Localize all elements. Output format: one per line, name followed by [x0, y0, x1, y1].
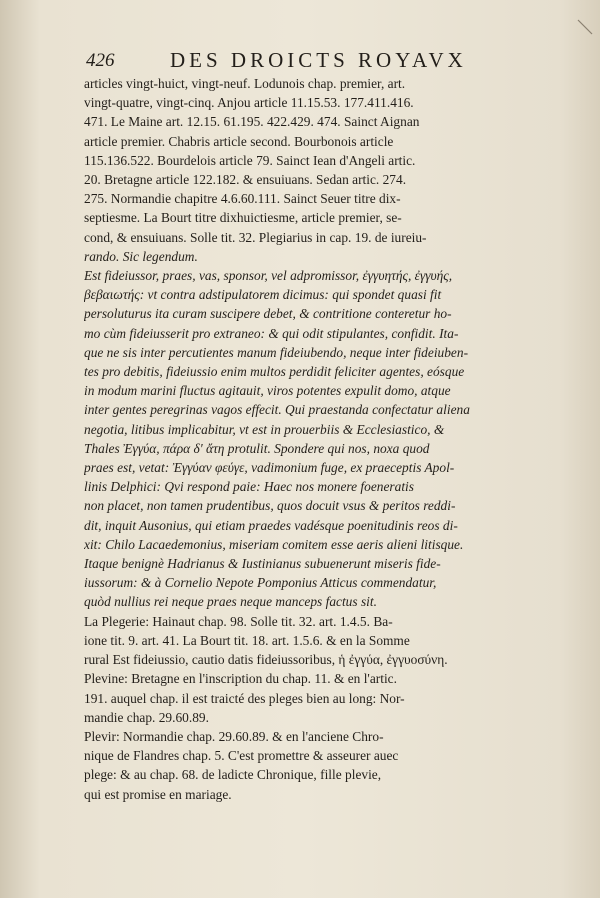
page-number: 426 [86, 50, 115, 71]
text-line: inter gentes peregrinas vagos effecit. Qui praestanda confectatur aliena [84, 402, 470, 418]
text-line: articles vingt-huict, vingt-neuf. Lodunois chap. premier, art. [84, 76, 406, 91]
text-line: que ne sis inter percutientes manum fideiubendo, neque inter fideiuben- [84, 344, 469, 360]
text-line: rando. Sic legendum. [84, 248, 198, 264]
text-line: negotia, litibus implicabitur, vt est in prouerbiis & Ecclesiastico, & [84, 421, 445, 437]
text-line: Thales Ἐγγύα, πάρα δ' ἄτη protulit. Spondere qui nos, noxa quod [84, 440, 430, 456]
body-text [84, 74, 538, 804]
text-line: 275. Normandie chapitre 4.6.60.111. Sainct Seuer titre dix- [84, 191, 401, 207]
text-line: quòd nullius rei neque praes neque manceps factus sit. [84, 594, 377, 610]
text-line: iussorum: & à Cornelio Nepote Pomponius Atticus commendatur, [84, 575, 437, 591]
text-line: tes pro debitis, fideiussio enim multos perdidit feliciter agentes, eósque [84, 364, 465, 380]
text-line: Plevine: Bretagne en l'inscription du chap. 11. & en l'artic. [84, 671, 397, 687]
text-line: persoluturus ita curam suscipere debet, & contritione conteretur ho- [84, 306, 452, 322]
text-line: dit, inquit Ausonius, qui etiam praedes vadésque poenitudinis reos di- [84, 517, 458, 533]
text-line: nique de Flandres chap. 5. C'est promettre & asseurer auec [84, 748, 399, 764]
text-line: cond, & ensuiuans. Solle tit. 32. Plegiarius in cap. 19. de iureiu- [84, 229, 427, 245]
text-line: 115.136.522. Bourdelois article 79. Sainct Iean d'Angeli artic. [84, 152, 416, 168]
text-line: 20. Bretagne article 122.182. & ensuiuans. Sedan artic. 274. [84, 172, 407, 188]
text-line: non placet, non tamen prudentibus, quos docuit vsus & peritos reddi- [84, 498, 456, 514]
text-line: mandie chap. 29.60.89. [84, 709, 209, 725]
text-line: rural Est fideiussio, cautio datis fideiussoribus, ἡ ἐγγύα, ἐγγυοσύνη. [84, 652, 448, 668]
folded-corner-icon [576, 18, 594, 36]
text-line: qui est promise en mariage. [84, 786, 232, 802]
text-line: septiesme. La Bourt titre dixhuictiesme, article premier, se- [84, 210, 402, 226]
text-line: xit: Chilo Lacaedemonius, miseriam comitem esse aeris alieni litisque. [84, 536, 464, 552]
text-line: Plevir: Normandie chap. 29.60.89. & en l'anciene Chro- [84, 728, 384, 744]
text-line: La Plegerie: Hainaut chap. 98. Solle tit. 32. art. 1.4.5. Ba- [84, 613, 393, 629]
text-line: βεβαιωτής: vt contra adstipulatorem dicimus: qui spondet quasi fit [84, 287, 442, 303]
text-line: article premier. Chabris article second. Bourbonois article [84, 133, 394, 149]
text-line: 191. auquel chap. il est traicté des pleges bien au long: Nor- [84, 690, 405, 706]
text-line: Itaque benignè Hadrianus & Iustinianus subuenerunt miseris fide- [84, 556, 441, 572]
running-head: DES DROICTS ROYAVX [170, 48, 467, 72]
text-line: in modum marini fluctus agitauit, viros potentes expulit domo, atque [84, 383, 451, 399]
text-line: Est fideiussor, praes, vas, sponsor, vel adpromissor, ἐγγυητής, ἐγγυής, [84, 268, 453, 284]
text-line: vingt-quatre, vingt-cinq. Anjou article 11.15.53. 177.411.416. [84, 95, 414, 111]
text-line: ione tit. 9. art. 41. La Bourt tit. 18. art. 1.5.6. & en la Somme [84, 632, 410, 648]
text-line: 471. Le Maine art. 12.15. 61.195. 422.429. 474. Sainct Aignan [84, 114, 420, 130]
text-line: praes est, vetat: Ἐγγύαν φεύγε, vadimonium fuge, ex praeceptis Apol- [84, 460, 455, 476]
text-line: linis Delphici: Qvi respond paie: Haec nos monere foeneratis [84, 479, 414, 495]
text-line: plege: & au chap. 68. de ladicte Chronique, fille plevie, [84, 767, 382, 783]
text-line: mo cùm fideiusserit pro extraneo: & qui odit stipulantes, confidit. Ita- [84, 325, 459, 341]
